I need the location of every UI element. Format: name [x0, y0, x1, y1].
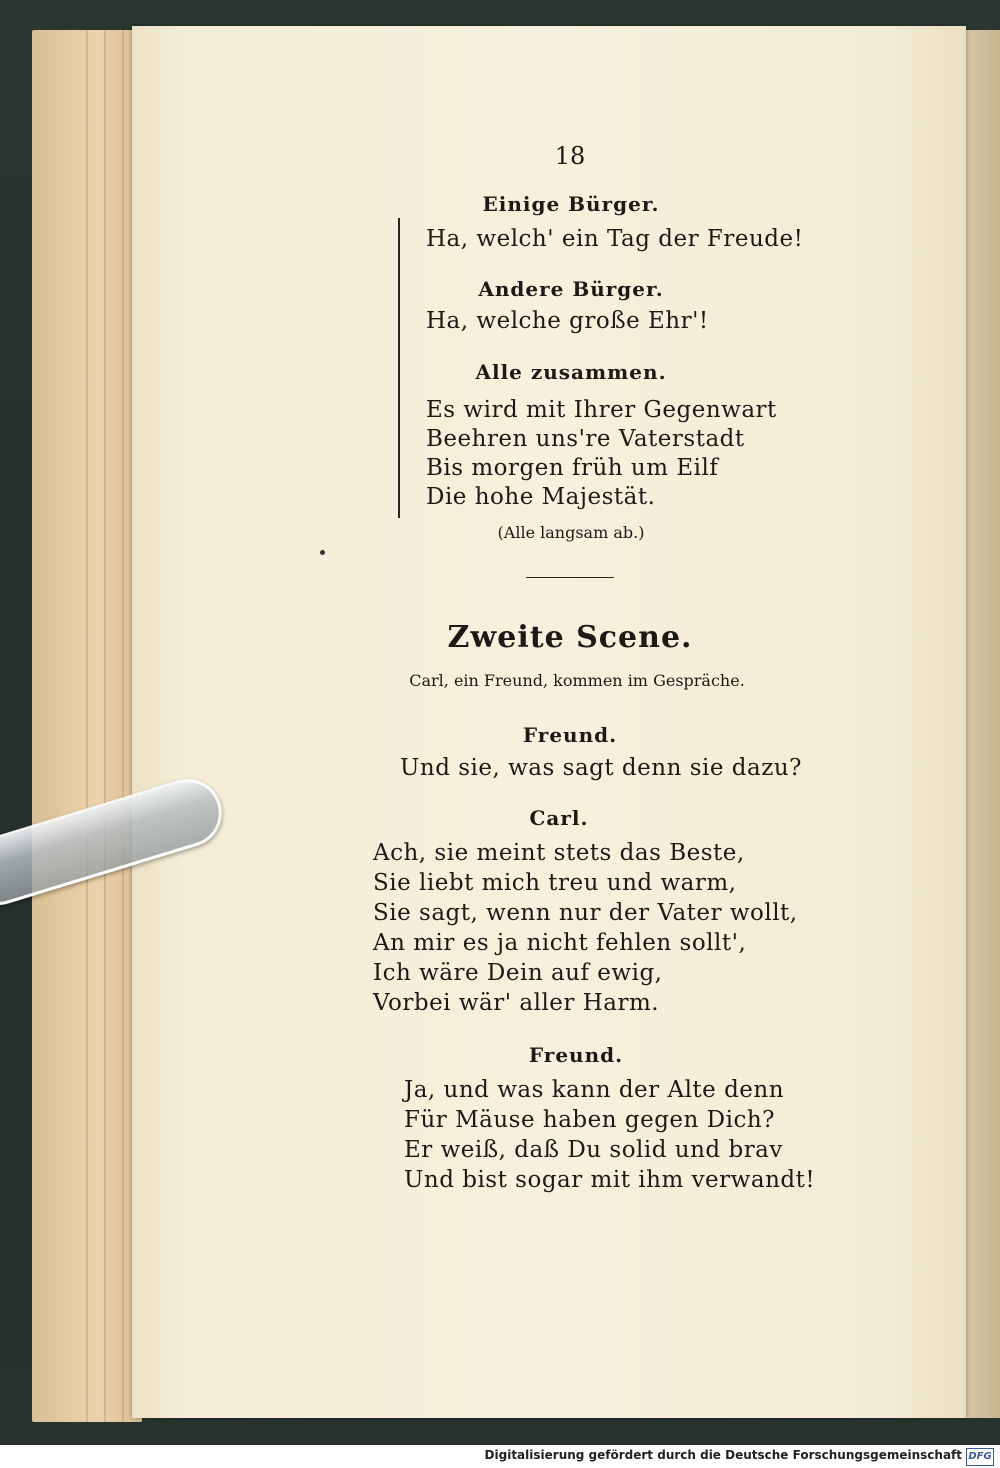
scene-title: Zweite Scene.	[447, 620, 693, 655]
speaker-einige-buerger: Einige Bürger.	[482, 192, 660, 216]
page-edge-line	[104, 30, 106, 1422]
verse-line: Sie sagt, wenn nur der Vater wollt,	[373, 900, 798, 926]
page-edge-line	[86, 30, 88, 1422]
speaker-freund: Freund.	[522, 723, 618, 747]
verse-line: Und bist sogar mit ihm verwandt!	[404, 1167, 816, 1193]
speaker-carl: Carl.	[529, 806, 589, 830]
verse-line: Ach, sie meint stets das Beste,	[373, 840, 745, 866]
facing-page-edge	[964, 30, 1000, 1418]
dfg-logo-icon: DFG	[966, 1448, 994, 1466]
ink-mark	[320, 550, 325, 555]
speaker-andere-buerger: Andere Bürger.	[478, 277, 664, 301]
speaker-freund: Freund.	[528, 1043, 624, 1067]
section-rule	[526, 577, 614, 578]
stage-direction: (Alle langsam ab.)	[497, 523, 645, 542]
verse-line: Für Mäuse haben gegen Dich?	[404, 1107, 775, 1133]
page-number: 18	[554, 142, 586, 170]
page-edge-line	[122, 30, 124, 1422]
footer-bar	[0, 1445, 1000, 1468]
verse-line: Ich wäre Dein auf ewig,	[373, 960, 663, 986]
verse-line: Ha, welche große Ehr'!	[426, 308, 709, 334]
verse-line: An mir es ja nicht fehlen sollt',	[373, 930, 747, 956]
verse-line: Ha, welch' ein Tag der Freude!	[426, 226, 804, 252]
speaker-alle-zusammen: Alle zusammen.	[475, 360, 667, 384]
verse-line: Vorbei wär' aller Harm.	[373, 990, 660, 1016]
verse-line: Und sie, was sagt denn sie dazu?	[400, 755, 802, 781]
verse-line: Beehren uns're Vaterstadt	[426, 426, 745, 452]
verse-line: Bis morgen früh um Eilf	[426, 455, 719, 481]
footer-credit: Digitalisierung gefördert durch die Deutsche Forschungsgemeinschaft	[484, 1448, 962, 1462]
verse-line: Er weiß, daß Du solid und brav	[404, 1137, 783, 1163]
chorus-bracket	[398, 218, 400, 518]
verse-line: Ja, und was kann der Alte denn	[404, 1077, 785, 1103]
scene-subtitle: Carl, ein Freund, kommen im Gespräche.	[409, 671, 745, 690]
verse-line: Es wird mit Ihrer Gegenwart	[426, 397, 777, 423]
verse-line: Sie liebt mich treu und warm,	[373, 870, 737, 896]
verse-line: Die hohe Majestät.	[426, 484, 656, 510]
